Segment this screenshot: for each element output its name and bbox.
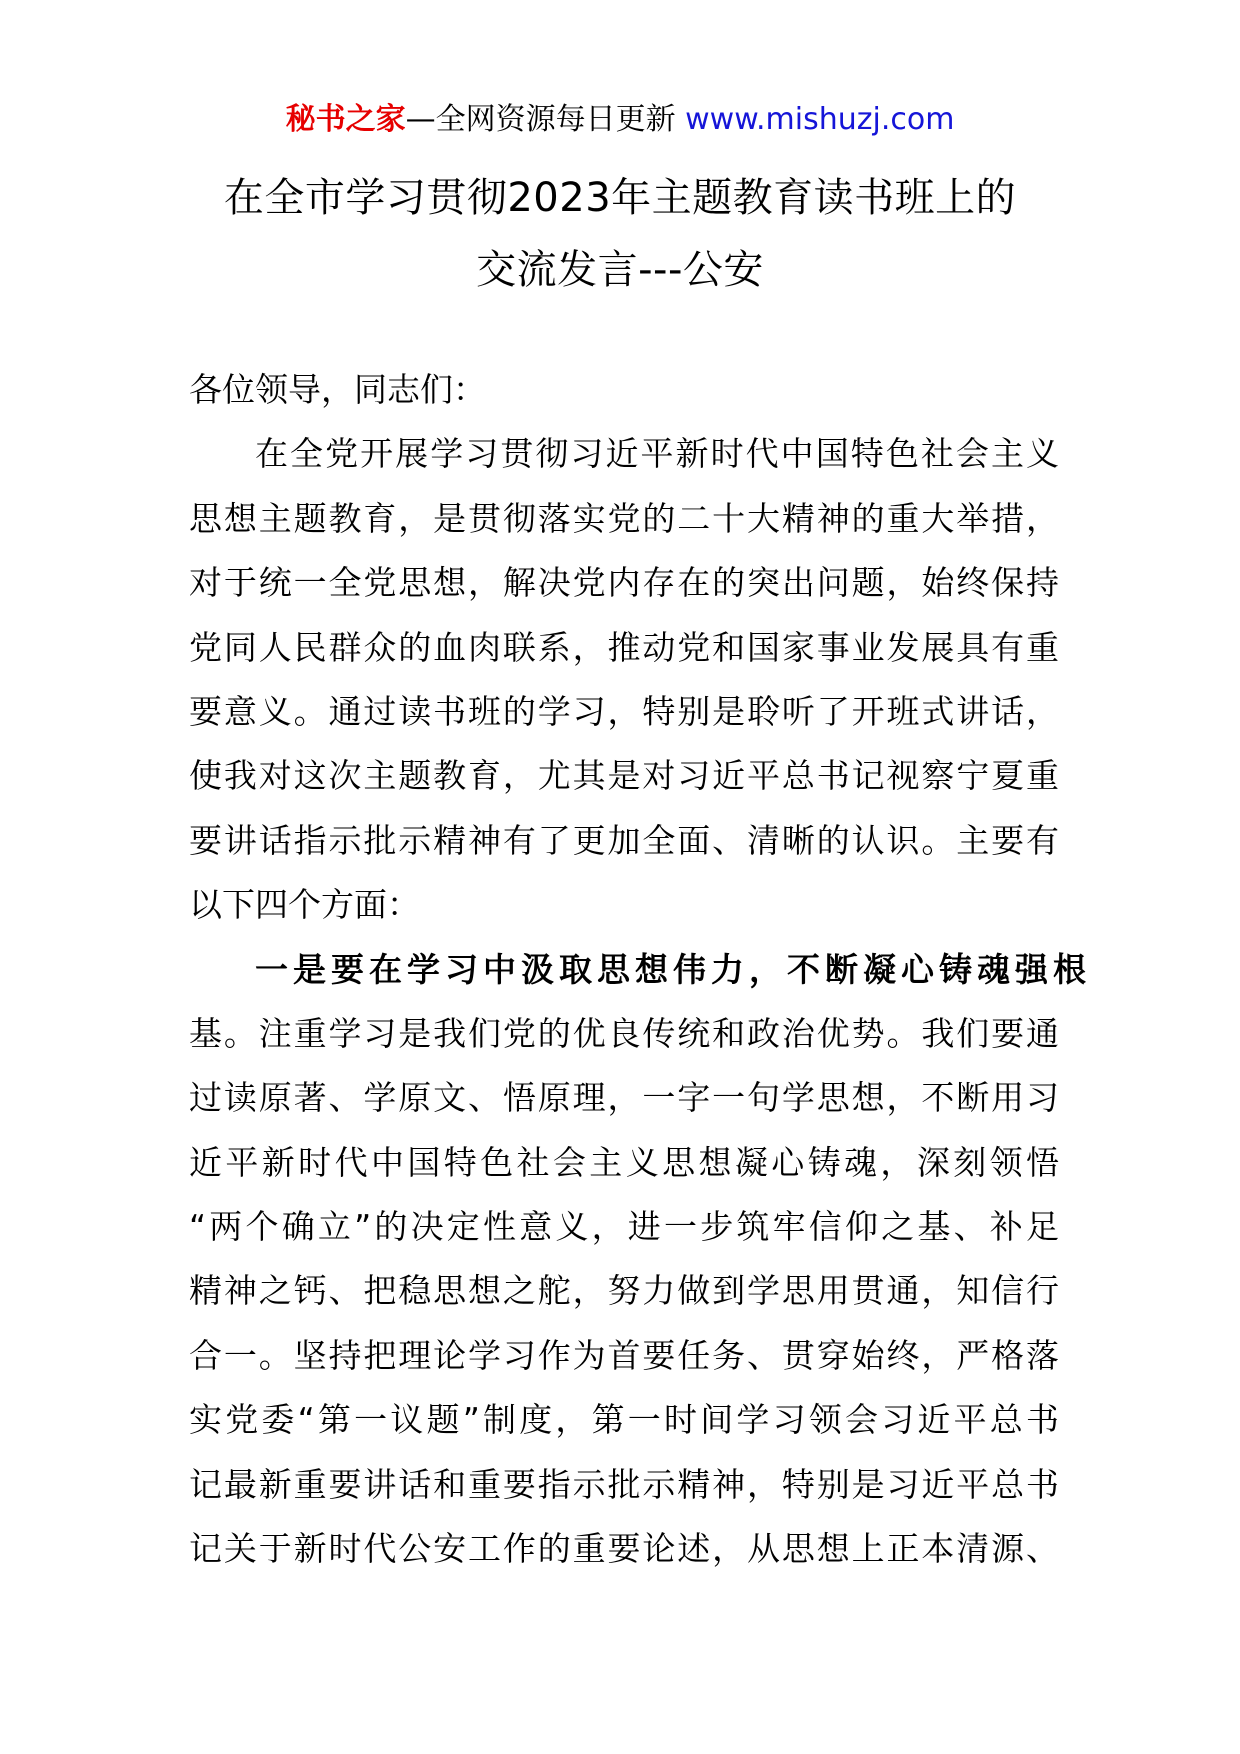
paragraph-2-line: 过读原著、学原文、悟原理，一字一句学思想，不断用习 [189, 1078, 1059, 1118]
brand-name: 秘书之家 [285, 102, 406, 137]
site-header [0, 100, 1240, 140]
salutation: 各位领导，同志们： [189, 370, 486, 409]
header-tagline: —全网资源每日更新 [405, 102, 686, 137]
paragraph-2-line: 基。注重学习是我们党的优良传统和政治优势。我们要通 [189, 1013, 1059, 1053]
paragraph-1-line: 对于统一全党思想，解决党内存在的突出问题，始终保持 [189, 563, 1059, 603]
paragraph-1-line: 在全党开展学习贯彻习近平新时代中国特色社会主义 [255, 434, 1059, 474]
paragraph-1-line: 要讲话指示批示精神有了更加全面、清晰的认识。主要有 [189, 820, 1059, 860]
title-line-1: 在全市学习贯彻2023年主题教育读书班上的 [223, 175, 1017, 221]
paragraph-1-line: 使我对这次主题教育，尤其是对习近平总书记视察宁夏重 [189, 756, 1059, 796]
paragraph-2-line: 精神之钙、把稳思想之舵，努力做到学思用贯通，知信行 [189, 1271, 1059, 1311]
paragraph-2-lead: 一是要在学习中汲取思想伟力，不断凝心铸魂强根 [255, 949, 1091, 989]
title-line-2: 交流发言---公安 [476, 247, 764, 293]
document-title [120, 162, 1120, 306]
paragraph-2-line: 实党委“第一议题”制度，第一时间学习领会习近平总书 [189, 1400, 1059, 1440]
paragraph-2-line: 合一。坚持把理论学习作为首要任务、贯穿始终，严格落 [189, 1335, 1059, 1375]
paragraph-2-line: 近平新时代中国特色社会主义思想凝心铸魂，深刻领悟 [189, 1142, 1059, 1182]
paragraph-2-heading [189, 938, 1091, 1002]
document-body [189, 358, 1091, 1581]
paragraph-1-line: 思想主题教育，是贯彻落实党的二十大精神的重大举措， [189, 498, 1059, 538]
paragraph-1-line: 以下四个方面： [189, 885, 420, 925]
paragraph-1-line: 党同人民群众的血肉联系，推动党和国家事业发展具有重 [189, 627, 1059, 667]
paragraph-2-line: “两个确立”的决定性意义，进一步筑牢信仰之基、补足 [189, 1207, 1059, 1247]
paragraph-2-line: 记最新重要讲话和重要指示批示精神，特别是习近平总书 [189, 1464, 1059, 1504]
paragraph-2-line: 记关于新时代公安工作的重要论述，从思想上正本清源、 [189, 1529, 1059, 1569]
site-url-link[interactable]: www.mishuzj.com [685, 102, 955, 137]
paragraph-1-line: 要意义。通过读书班的学习，特别是聆听了开班式讲话， [189, 691, 1059, 731]
